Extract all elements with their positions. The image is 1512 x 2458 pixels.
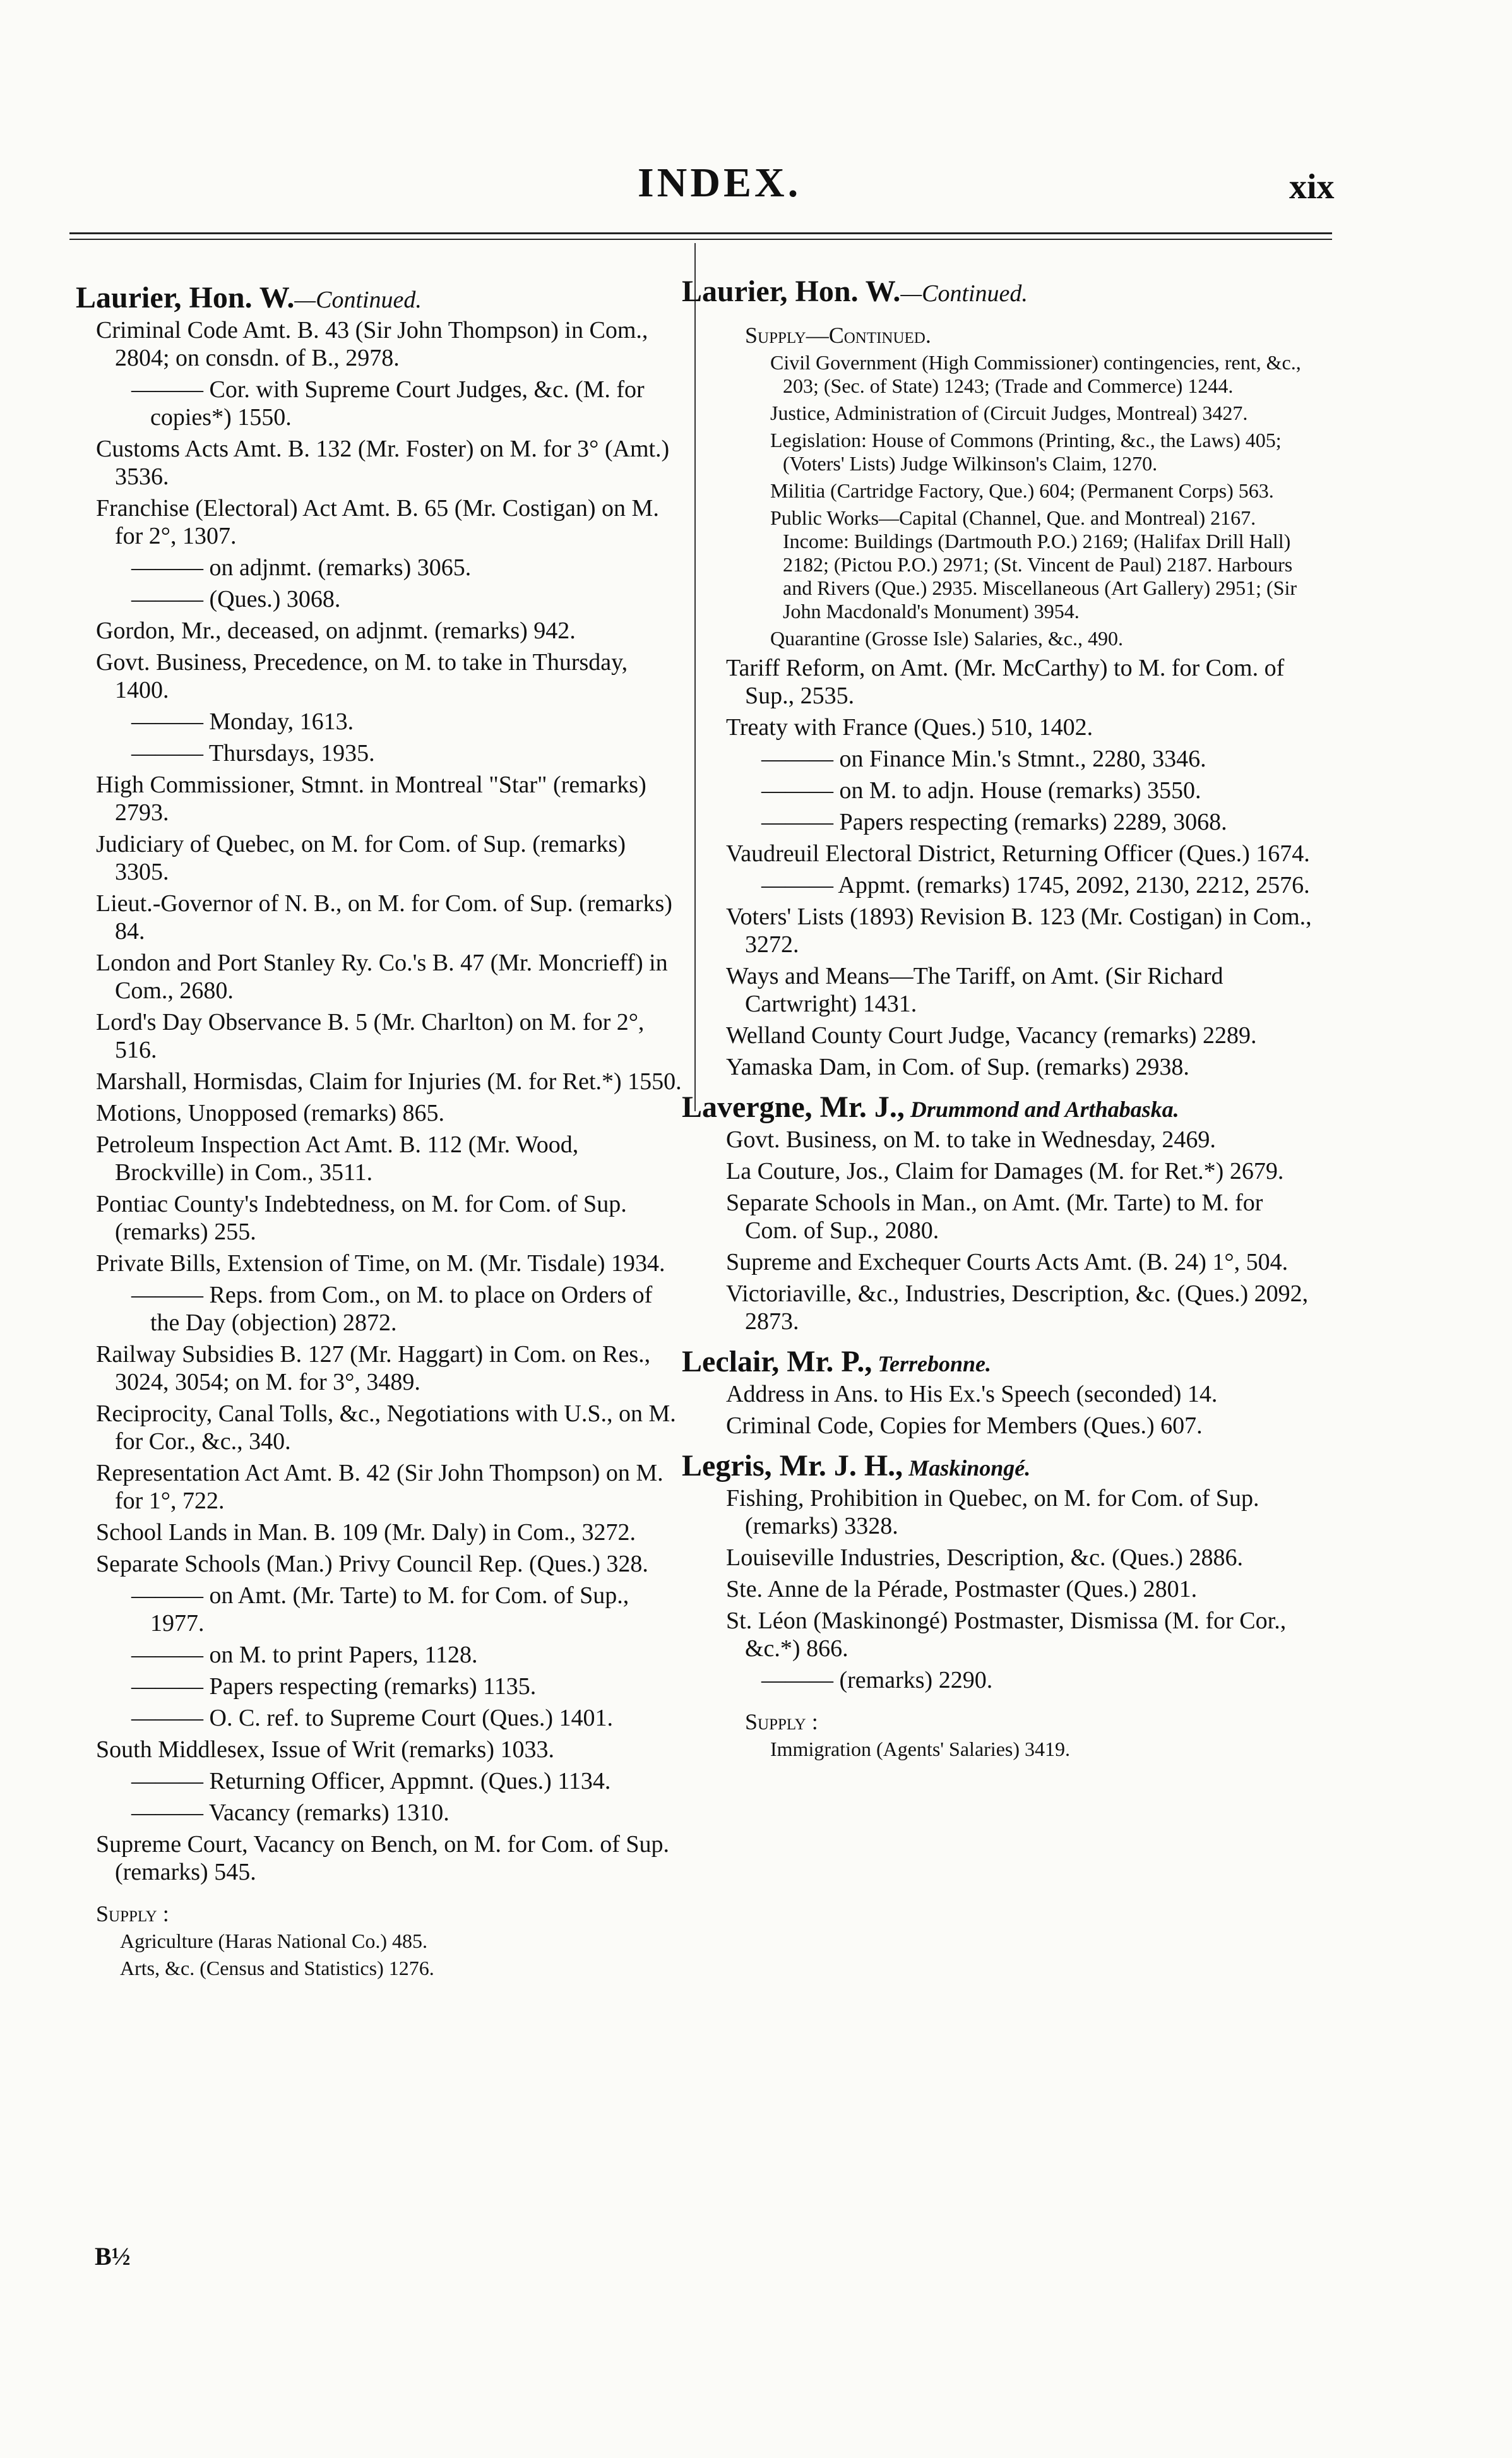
index-entry: Motions, Unopposed (remarks) 865. (96, 1100, 444, 1126)
continued-note: —Continued. (294, 287, 422, 313)
index-entry: Ste. Anne de la Pérade, Postmaster (Ques.) 2801. (726, 1576, 1198, 1602)
supply-heading: Supply : (96, 1901, 169, 1926)
index-entry: ——— Thursdays, 1935. (131, 740, 375, 767)
member-riding: Drummond and Arthabaska. (904, 1097, 1179, 1122)
index-entry: ——— Vacancy (remarks) 1310. (131, 1799, 449, 1826)
index-entry: Separate Schools (Man.) Privy Council Rep. (Ques.) 328. (96, 1551, 648, 1577)
page-number: xix (1289, 167, 1335, 206)
member-name: Legris, Mr. J. H., (682, 1449, 903, 1483)
index-entry: ——— Papers respecting (remarks) 2289, 3068. (761, 809, 1227, 835)
supply-entry: Immigration (Agents' Salaries) 3419. (770, 1738, 1070, 1760)
supply-entry: Civil Government (High Commissioner) contingencies, rent, &c., 203; (Sec. of State) 1243; (Trade and Commerce) 1244. (770, 351, 1301, 397)
index-entry: Govt. Business, Precedence, on M. to take in Thursday, 1400. (96, 649, 628, 703)
index-entry: Supreme and Exchequer Courts Acts Amt. (B. 24) 1°, 504. (726, 1249, 1289, 1275)
index-entry: ——— (remarks) 2290. (761, 1667, 993, 1693)
index-entry: ——— Returning Officer, Appmnt. (Ques.) 1134. (131, 1768, 611, 1794)
index-entry: Voters' Lists (1893) Revision B. 123 (Mr. Costigan) in Com., 3272. (726, 904, 1312, 958)
page-title: INDEX. (638, 160, 802, 206)
left-column (76, 271, 682, 1984)
index-entry: Franchise (Electoral) Act Amt. B. 65 (Mr. Costigan) on M. for 2°, 1307. (96, 495, 659, 549)
member-riding: Maskinongé. (903, 1455, 1031, 1481)
index-entry: ——— on Amt. (Mr. Tarte) to M. for Com. of Sup., 1977. (131, 1582, 629, 1637)
page-header (0, 159, 1512, 216)
index-entry: South Middlesex, Issue of Writ (remarks) 1033. (96, 1736, 554, 1763)
index-entry: ——— on M. to print Papers, 1128. (131, 1642, 478, 1668)
index-entry: Welland County Court Judge, Vacancy (remarks) 2289. (726, 1022, 1257, 1049)
supply-entry: Militia (Cartridge Factory, Que.) 604; (Permanent Corps) 563. (770, 479, 1274, 502)
index-entry: London and Port Stanley Ry. Co.'s B. 47 (Mr. Moncrieff) in Com., 2680. (96, 950, 668, 1004)
index-entry: Private Bills, Extension of Time, on M. (Mr. Tisdale) 1934. (96, 1250, 665, 1277)
index-entry: Lord's Day Observance B. 5 (Mr. Charlton) on M. for 2°, 516. (96, 1009, 645, 1063)
supply-entry: Quarantine (Grosse Isle) Salaries, &c., 490. (770, 627, 1123, 650)
header-rule-double (69, 239, 1332, 240)
supply-entry: Public Works—Capital (Channel, Que. and Montreal) 2167. Income: Buildings (Dartmouth P.O.) 2169; (Halifax Drill Hall) 2182; (Pictou P.O.) 2971; (St. Vincent de Paul) 2187. Harbours and Rivers (Que.) 2935. Miscellaneous (Art Gallery) 2951; (Sir John Macdonald's Monument) 3954. (770, 506, 1297, 623)
index-entry: Ways and Means—The Tariff, on Amt. (Sir Richard Cartwright) 1431. (726, 963, 1223, 1017)
index-entry: Separate Schools in Man., on Amt. (Mr. Tarte) to M. for Com. of Sup., 2080. (726, 1190, 1263, 1244)
index-entry: ——— on adjnmt. (remarks) 3065. (131, 554, 472, 581)
index-entry: Govt. Business, on M. to take in Wednesday, 2469. (726, 1126, 1216, 1153)
member-name: Lavergne, Mr. J., (682, 1090, 905, 1124)
index-entry: Criminal Code, Copies for Members (Ques.) 607. (726, 1412, 1203, 1439)
index-entry: Fishing, Prohibition in Quebec, on M. for Com. of Sup. (remarks) 3328. (726, 1485, 1259, 1539)
index-entry: St. Léon (Maskinongé) Postmaster, Dismissa (M. for Cor., &c.*) 866. (726, 1608, 1287, 1662)
index-name-heading (682, 275, 1319, 308)
member-riding: Terrebonne. (872, 1351, 991, 1376)
index-entry: ——— Papers respecting (remarks) 1135. (131, 1673, 537, 1700)
index-entry: Treaty with France (Ques.) 510, 1402. (726, 714, 1093, 741)
index-entry: Railway Subsidies B. 127 (Mr. Haggart) in Com. on Res., 3024, 3054; on M. for 3°, 3489. (96, 1341, 651, 1395)
index-entry: Judiciary of Quebec, on M. for Com. of Sup. (remarks) 3305. (96, 831, 626, 885)
index-entry: Reciprocity, Canal Tolls, &c., Negotiations with U.S., on M. for Cor., &c., 340. (96, 1400, 676, 1455)
index-entry: Lieut.-Governor of N. B., on M. for Com. of Sup. (remarks) 84. (96, 890, 672, 945)
index-entry: Vaudreuil Electoral District, Returning Officer (Ques.) 1674. (726, 840, 1310, 867)
index-entry: Customs Acts Amt. B. 132 (Mr. Foster) on M. for 3° (Amt.) 3536. (96, 436, 670, 490)
index-entry: ——— Appmt. (remarks) 1745, 2092, 2130, 2212, 2576. (761, 872, 1310, 898)
supply-heading: Supply—Continued. (745, 323, 931, 348)
index-name-heading (682, 1090, 1319, 1124)
supply-entry: Legislation: House of Commons (Printing, &c., the Laws) 405; (Voters' Lists) Judge Wilkinson's Claim, 1270. (770, 429, 1282, 475)
index-entry: Criminal Code Amt. B. 43 (Sir John Thompson) in Com., 2804; on consdn. of B., 2978. (96, 317, 648, 371)
continued-note: —Continued. (900, 280, 1028, 307)
signature-mark: B½ (95, 2242, 131, 2270)
member-name: Laurier, Hon. W. (76, 281, 295, 314)
index-entry: School Lands in Man. B. 109 (Mr. Daly) in Com., 3272. (96, 1519, 636, 1546)
supply-entry: Agriculture (Haras National Co.) 485. (120, 1930, 427, 1952)
index-entry: ——— Reps. from Com., on M. to place on Orders of the Day (objection) 2872. (131, 1282, 653, 1336)
index-entry: Representation Act Amt. B. 42 (Sir John Thompson) on M. for 1°, 722. (96, 1460, 664, 1514)
supply-heading: Supply : (745, 1709, 818, 1734)
index-entry: Address in Ans. to His Ex.'s Speech (seconded) 14. (726, 1381, 1218, 1407)
index-entry: ——— on Finance Min.'s Stmnt., 2280, 3346. (761, 746, 1206, 772)
index-entry: Supreme Court, Vacancy on Bench, on M. for Com. of Sup. (remarks) 545. (96, 1831, 670, 1885)
index-entry: Yamaska Dam, in Com. of Sup. (remarks) 2938. (726, 1054, 1189, 1080)
index-entry: Victoriaville, &c., Industries, Description, &c. (Ques.) 2092, 2873. (726, 1280, 1309, 1335)
header-rule (69, 232, 1332, 234)
index-entry: Gordon, Mr., deceased, on adjnmt. (remarks) 942. (96, 617, 576, 644)
index-entry: ——— Cor. with Supreme Court Judges, &c. (M. for copies*) 1550. (131, 376, 645, 431)
index-entry: La Couture, Jos., Claim for Damages (M. for Ret.*) 2679. (726, 1158, 1284, 1184)
member-name: Leclair, Mr. P., (682, 1345, 872, 1378)
index-name-heading (682, 1449, 1319, 1483)
index-entry: Petroleum Inspection Act Amt. B. 112 (Mr. Wood, Brockville) in Com., 3511. (96, 1131, 579, 1186)
index-entry: ——— on M. to adjn. House (remarks) 3550. (761, 777, 1201, 804)
right-column (682, 265, 1319, 1765)
index-entry: High Commissioner, Stmnt. in Montreal "Star" (remarks) 2793. (96, 772, 646, 826)
supply-entry: Justice, Administration of (Circuit Judges, Montreal) 3427. (770, 402, 1248, 424)
index-entry: Tariff Reform, on Amt. (Mr. McCarthy) to M. for Com. of Sup., 2535. (726, 655, 1285, 709)
index-entry: ——— O. C. ref. to Supreme Court (Ques.) 1401. (131, 1705, 614, 1731)
index-entry: ——— Monday, 1613. (131, 708, 354, 735)
supply-entry: Arts, &c. (Census and Statistics) 1276. (120, 1957, 434, 1979)
index-entry: ——— (Ques.) 3068. (131, 586, 341, 612)
member-name: Laurier, Hon. W. (682, 275, 901, 308)
index-entry: Pontiac County's Indebtedness, on M. for Com. of Sup. (remarks) 255. (96, 1191, 627, 1245)
index-entry: Marshall, Hormisdas, Claim for Injuries (M. for Ret.*) 1550. (96, 1068, 682, 1095)
index-entry: Louiseville Industries, Description, &c. (Ques.) 2886. (726, 1544, 1243, 1571)
index-name-heading (682, 1345, 1319, 1378)
index-name-heading (76, 281, 682, 314)
